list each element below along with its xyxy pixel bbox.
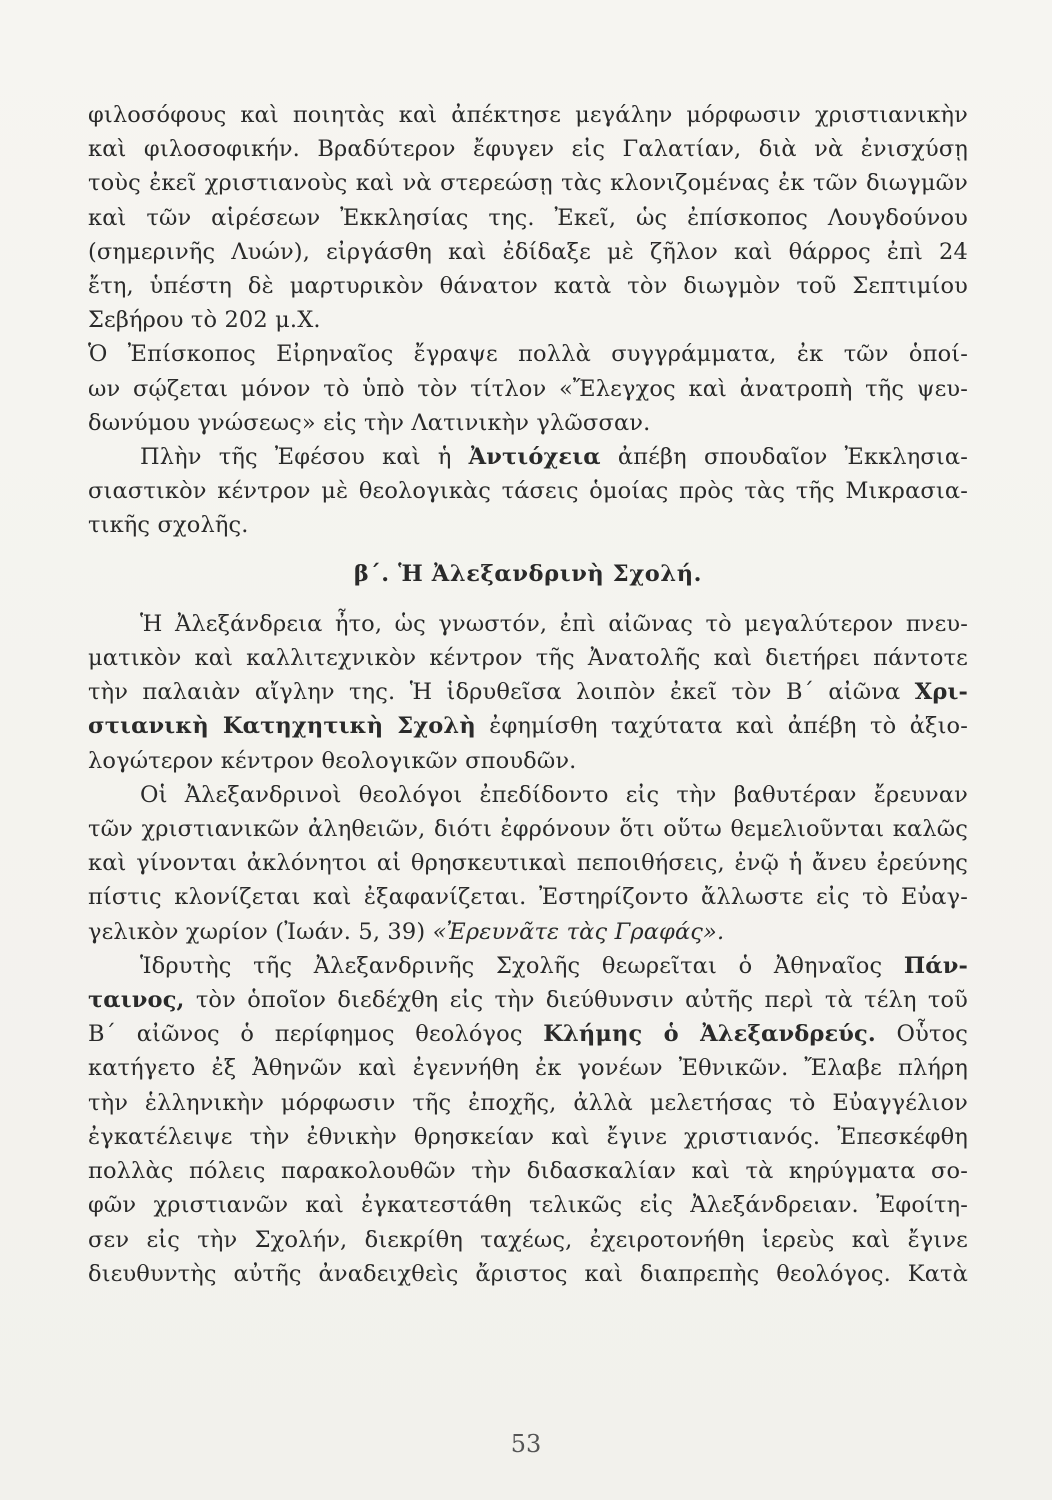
text-run: τὸν ὁποῖον διεδέχθη εἰς τὴν διεύθυνσιν αὐτῆς περὶ τὰ τέλη τοῦ (184, 987, 968, 1014)
text-run: Πλὴν τῆς Ἐφέσου καὶ ἡ (140, 444, 469, 471)
text-run: Οὗτος (875, 1021, 969, 1048)
bold-term-pantainos: ταινος, (88, 987, 185, 1014)
text-run: ἐφημίσθη ταχύτατα καὶ ἀπέβη τὸ ἀξιο- (475, 713, 968, 740)
text-line: τικῆς σχολῆς. (88, 512, 249, 539)
text-line: καὶ φιλοσοφικήν. Βραδύτερον ἔφυγεν εἰς Γαλατίαν, διὰ νὰ ἐνισχύσῃ (88, 136, 968, 163)
text-line: κατήγετο ἐξ Ἀθηνῶν καὶ ἐγεννήθη ἐκ γονέων Ἐθνικῶν. Ἔλαβε πλήρη (88, 1055, 968, 1082)
section-heading: β΄. Ἡ Ἀλεξανδρινὴ Σχολή. (353, 560, 703, 587)
text-line (88, 440, 968, 474)
text-line: Σεβήρου τὸ 202 μ.Χ. (88, 307, 321, 334)
text-line: φιλοσόφους καὶ ποιητὰς καὶ ἀπέκτησε μεγάλην μόρφωσιν χριστιανικὴν (88, 102, 968, 128)
text-line: ἔτη, ὑπέστη δὲ μαρτυρικὸν θάνατον κατὰ τὸν διωγμὸν τοῦ Σεπτιμίου (88, 273, 968, 300)
text-line: σιαστικὸν κέντρον μὲ θεολογικὰς τάσεις ὁμοίας πρὸς τὰς τῆς Μικρασια- (88, 478, 968, 505)
text-line (88, 915, 968, 949)
text-line: διευθυντὴς αὐτῆς ἀναδειχθεὶς ἄριστος καὶ διαπρεπὴς θεολόγος. Κατὰ (88, 1260, 968, 1287)
text-line: (σημερινῆς Λυών), εἰργάσθη καὶ ἐδίδαξε μὲ ζῆλον καὶ θάρρος ἐπὶ 24 (88, 238, 968, 265)
text-line: φῶν χριστιανῶν καὶ ἐγκατεστάθη τελικῶς εἰς Ἀλεξάνδρειαν. Ἐφοίτη- (88, 1192, 968, 1219)
text-line (88, 949, 968, 983)
text-line: πολλὰς πόλεις παρακολουθῶν τὴν διδασκαλίαν καὶ τὰ κηρύγματα σο- (88, 1158, 968, 1185)
text-line (88, 983, 968, 1017)
text-line: ἐγκατέλειψε τὴν ἐθνικὴν θρησκείαν καὶ ἔγινε χριστιανός. Ἐπεσκέφθη (88, 1123, 968, 1150)
bold-term-pantainos: Πάν- (903, 952, 968, 979)
text-line (88, 675, 968, 709)
text-line: ματικὸν καὶ καλλιτεχνικὸν κέντρον τῆς Ἀνατολῆς καὶ διετήρει πάντοτε (88, 645, 968, 672)
bold-term: Χρι- (914, 679, 968, 706)
text-line: τὴν ἑλληνικὴν μόρφωσιν τῆς ἐποχῆς, ἀλλὰ μελετήσας τὸ Εὐαγγέλιον (88, 1089, 968, 1116)
text-line: τοὺς ἐκεῖ χριστιανοὺς καὶ νὰ στερεώσῃ τὰς κλονιζομένας ἐκ τῶν διωγμῶν (88, 170, 968, 197)
text-run: Ἱδρυτὴς τῆς Ἀλεξανδρινῆς Σχολῆς θεωρεῖται ὁ Ἀθηναῖος (140, 952, 904, 979)
text-line: τῶν χριστιανικῶν ἀληθειῶν, διότι ἐφρόνουν ὅτι οὕτω θεμελιοῦνται καλῶς (88, 816, 968, 843)
text-line: Ὁ Ἐπίσκοπος Εἰρηναῖος ἔγραψε πολλὰ συγγράμματα, ἐκ τῶν ὁποί- (88, 341, 968, 368)
text-run: γελικὸν χωρίον (Ἰωάν. 5, 39) (88, 918, 433, 945)
text-line: πίστις κλονίζεται καὶ ἐξαφανίζεται. Ἐστηρίζοντο ἄλλωστε εἰς τὸ Εὐαγ- (88, 884, 968, 911)
text-line (88, 709, 968, 743)
bold-term-antiocheia: Ἀντιόχεια (468, 444, 601, 471)
bold-term-klimis: Κλήμης ὁ Ἀλεξανδρεύς. (543, 1021, 876, 1048)
page-number: 53 (510, 1430, 542, 1458)
text-run: Β΄ αἰῶνος ὁ περίφημος θεολόγος (88, 1021, 544, 1048)
body-text (88, 98, 968, 1291)
text-line: καὶ γίνονται ἀκλόνητοι αἱ θρησκευτικαὶ πεποιθήσεις, ἐνῷ ἡ ἄνευ ἐρεύνης (88, 850, 968, 877)
text-line (88, 1017, 968, 1051)
text-line: ων σῴζεται μόνον τὸ ὑπὸ τὸν τίτλον «Ἔλεγχος καὶ ἀνατροπὴ τῆς ψευ- (88, 375, 968, 402)
text-line: λογώτερον κέντρον θεολογικῶν σπουδῶν. (88, 747, 577, 774)
text-line: σεν εἰς τὴν Σχολήν, διεκρίθη ταχέως, ἐχειροτονήθη ἱερεὺς καὶ ἔγινε (88, 1226, 968, 1253)
bold-term-katichitiki-scholi: στιανικὴ Κατηχητικὴ Σχολὴ (88, 713, 476, 740)
italic-quote: «Ἐρευνᾶτε τὰς Γραφάς». (432, 918, 725, 945)
text-line: καὶ τῶν αἱρέσεων Ἐκκλησίας της. Ἐκεῖ, ὡς ἐπίσκοπος Λουγδούνου (88, 204, 968, 231)
text-line: Ἡ Ἀλεξάνδρεια ἦτο, ὡς γνωστόν, ἐπὶ αἰῶνας τὸ μεγαλύτερον πνευ- (140, 610, 968, 637)
text-line: Οἱ Ἀλεξανδρινοὶ θεολόγοι ἐπεδίδοντο εἰς τὴν βαθυτέραν ἔρευναν (140, 781, 968, 808)
text-run: τὴν παλαιὰν αἴγλην της. Ἡ ἱδρυθεῖσα λοιπὸν ἐκεῖ τὸν Β΄ αἰῶνα (88, 679, 915, 706)
text-run: ἀπέβη σπουδαῖον Ἐκκλησια- (600, 444, 968, 471)
text-line: δωνύμου γνώσεως» εἰς τὴν Λατινικὴν γλῶσσαν. (88, 409, 651, 436)
